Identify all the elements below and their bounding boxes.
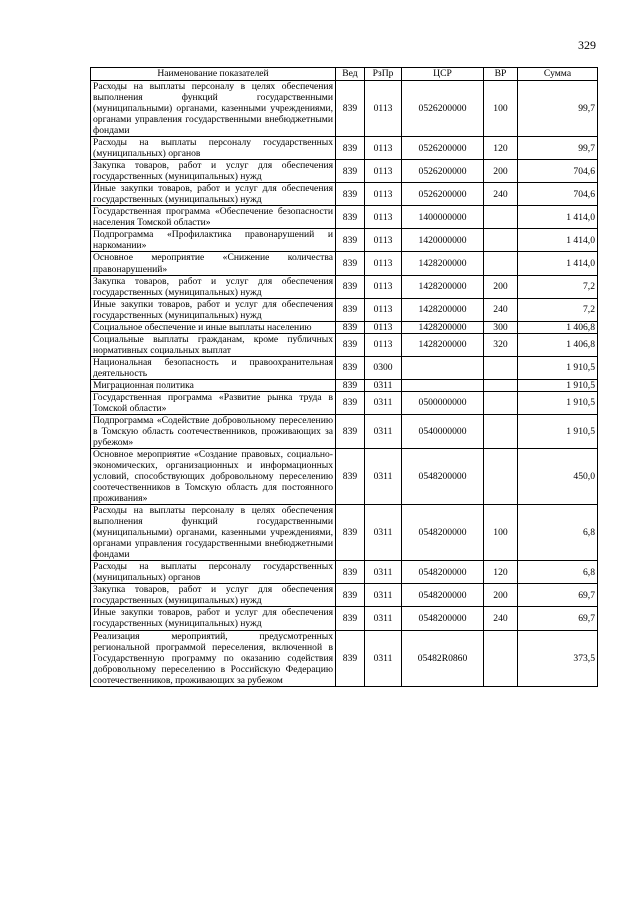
cell-csr: 0548200000: [402, 505, 484, 561]
cell-sum: 99,7: [518, 81, 598, 137]
cell-rzpr: 0113: [365, 321, 402, 333]
cell-rzpr: 0113: [365, 206, 402, 229]
cell-csr: 0540000000: [402, 414, 484, 448]
cell-ved: 839: [336, 298, 365, 321]
cell-ved: 839: [336, 206, 365, 229]
cell-sum: 1 406,8: [518, 333, 598, 356]
cell-ved: 839: [336, 607, 365, 630]
cell-vr: 240: [484, 183, 518, 206]
cell-rzpr: 0311: [365, 505, 402, 561]
cell-csr: 1428200000: [402, 275, 484, 298]
cell-sum: 7,2: [518, 298, 598, 321]
cell-csr: 0548200000: [402, 607, 484, 630]
cell-sum: 1 910,5: [518, 356, 598, 379]
table-row: [91, 183, 598, 206]
cell-rzpr: 0113: [365, 81, 402, 137]
cell-ved: 839: [336, 137, 365, 160]
cell-vr: [484, 630, 518, 686]
table-row: [91, 81, 598, 137]
cell-name: Иные закупки товаров, работ и услуг для обеспечения государственных (муниципальных) нужд: [91, 183, 336, 206]
cell-rzpr: 0113: [365, 252, 402, 275]
cell-rzpr: 0113: [365, 229, 402, 252]
cell-vr: 120: [484, 561, 518, 584]
cell-vr: 100: [484, 81, 518, 137]
cell-sum: 1 414,0: [518, 252, 598, 275]
cell-ved: 839: [336, 449, 365, 505]
cell-csr: 0526200000: [402, 81, 484, 137]
cell-sum: 373,5: [518, 630, 598, 686]
cell-name: Закупка товаров, работ и услуг для обеспечения государственных (муниципальных) нужд: [91, 584, 336, 607]
table-row: [91, 379, 598, 391]
cell-sum: 69,7: [518, 584, 598, 607]
cell-name: Иные закупки товаров, работ и услуг для обеспечения государственных (муниципальных) нужд: [91, 607, 336, 630]
cell-csr: 05482R0860: [402, 630, 484, 686]
cell-vr: [484, 379, 518, 391]
cell-name: Миграционная политика: [91, 379, 336, 391]
table-row: [91, 206, 598, 229]
cell-csr: 0526200000: [402, 160, 484, 183]
cell-sum: 7,2: [518, 275, 598, 298]
cell-sum: 1 910,5: [518, 391, 598, 414]
page-number: 329: [578, 38, 596, 52]
table-row: [91, 584, 598, 607]
cell-name: Государственная программа «Обеспечение безопасности населения Томской области»: [91, 206, 336, 229]
header-rzpr: РзПр: [365, 68, 402, 81]
cell-vr: [484, 356, 518, 379]
table-row: [91, 449, 598, 505]
cell-ved: 839: [336, 321, 365, 333]
cell-rzpr: 0311: [365, 561, 402, 584]
cell-rzpr: 0311: [365, 607, 402, 630]
cell-ved: 839: [336, 379, 365, 391]
cell-csr: 0500000000: [402, 391, 484, 414]
cell-ved: 839: [336, 252, 365, 275]
cell-sum: 704,6: [518, 183, 598, 206]
table-row: [91, 252, 598, 275]
cell-csr: 1400000000: [402, 206, 484, 229]
cell-rzpr: 0113: [365, 137, 402, 160]
cell-name: Социальное обеспечение и иные выплаты населению: [91, 321, 336, 333]
table-row: [91, 391, 598, 414]
cell-name: Социальные выплаты гражданам, кроме публичных нормативных социальных выплат: [91, 333, 336, 356]
cell-sum: 99,7: [518, 137, 598, 160]
cell-rzpr: 0311: [365, 414, 402, 448]
cell-csr: 1428200000: [402, 298, 484, 321]
cell-ved: 839: [336, 584, 365, 607]
cell-sum: 704,6: [518, 160, 598, 183]
cell-ved: 839: [336, 561, 365, 584]
cell-ved: 839: [336, 229, 365, 252]
cell-ved: 839: [336, 505, 365, 561]
cell-ved: 839: [336, 630, 365, 686]
cell-name: Закупка товаров, работ и услуг для обеспечения государственных (муниципальных) нужд: [91, 275, 336, 298]
cell-name: Закупка товаров, работ и услуг для обеспечения государственных (муниципальных) нужд: [91, 160, 336, 183]
cell-vr: 200: [484, 584, 518, 607]
cell-name: Национальная безопасность и правоохранительная деятельность: [91, 356, 336, 379]
cell-rzpr: 0113: [365, 183, 402, 206]
cell-csr: 1428200000: [402, 333, 484, 356]
cell-csr: [402, 379, 484, 391]
budget-table: [90, 67, 598, 687]
cell-vr: 200: [484, 275, 518, 298]
cell-name: Основное мероприятие «Создание правовых, социально-экономических, организационных и информационных условий, способствующих добровольному переселению соотечественников в Томскую область для постоянного проживания»: [91, 449, 336, 505]
cell-name: Подпрограмма «Профилактика правонарушений и наркомании»: [91, 229, 336, 252]
cell-csr: 1420000000: [402, 229, 484, 252]
cell-ved: 839: [336, 414, 365, 448]
cell-sum: 6,8: [518, 505, 598, 561]
cell-vr: 300: [484, 321, 518, 333]
table-row: [91, 607, 598, 630]
cell-rzpr: 0113: [365, 275, 402, 298]
cell-vr: [484, 414, 518, 448]
cell-rzpr: 0311: [365, 379, 402, 391]
cell-csr: 1428200000: [402, 321, 484, 333]
cell-vr: 240: [484, 607, 518, 630]
cell-vr: 200: [484, 160, 518, 183]
cell-vr: [484, 449, 518, 505]
table-row: [91, 356, 598, 379]
table-row: [91, 321, 598, 333]
table-row: [91, 298, 598, 321]
cell-ved: 839: [336, 183, 365, 206]
cell-sum: 69,7: [518, 607, 598, 630]
cell-name: Основное мероприятие «Снижение количества правонарушений»: [91, 252, 336, 275]
header-ved: Вед: [336, 68, 365, 81]
cell-rzpr: 0311: [365, 630, 402, 686]
cell-vr: 100: [484, 505, 518, 561]
table-row: [91, 630, 598, 686]
cell-ved: 839: [336, 333, 365, 356]
table-row: [91, 561, 598, 584]
cell-ved: 839: [336, 81, 365, 137]
cell-sum: 1 406,8: [518, 321, 598, 333]
cell-name: Государственная программа «Развитие рынка труда в Томской области»: [91, 391, 336, 414]
table-row: [91, 160, 598, 183]
cell-sum: 6,8: [518, 561, 598, 584]
cell-name: Расходы на выплаты персоналу в целях обеспечения выполнения функций государственными (муниципальными) органами, казенными учреждениями, органами управления государственными внебюджетными фондами: [91, 81, 336, 137]
cell-rzpr: 0113: [365, 298, 402, 321]
table-row: [91, 333, 598, 356]
cell-sum: 1 414,0: [518, 229, 598, 252]
cell-vr: [484, 206, 518, 229]
cell-vr: [484, 252, 518, 275]
cell-csr: [402, 356, 484, 379]
cell-ved: 839: [336, 391, 365, 414]
table-row: [91, 414, 598, 448]
cell-sum: 1 910,5: [518, 414, 598, 448]
cell-csr: 0548200000: [402, 449, 484, 505]
cell-rzpr: 0311: [365, 584, 402, 607]
cell-vr: 120: [484, 137, 518, 160]
header-name: Наименование показателей: [91, 68, 336, 81]
cell-ved: 839: [336, 356, 365, 379]
cell-name: Реализация мероприятий, предусмотренных региональной программой переселения, включенной в Государственную программу по оказанию содействия добровольному переселению в Российскую Федерацию соотечественников, проживающих за рубежом: [91, 630, 336, 686]
cell-csr: 0548200000: [402, 561, 484, 584]
cell-name: Расходы на выплаты персоналу в целях обеспечения выполнения функций государственными (муниципальными) органами, казенными учреждениями, органами управления государственными внебюджетными фондами: [91, 505, 336, 561]
cell-ved: 839: [336, 160, 365, 183]
table-row: [91, 137, 598, 160]
table-row: [91, 229, 598, 252]
cell-vr: [484, 229, 518, 252]
cell-csr: 0526200000: [402, 183, 484, 206]
cell-rzpr: 0300: [365, 356, 402, 379]
table-row: [91, 505, 598, 561]
cell-rzpr: 0311: [365, 449, 402, 505]
cell-vr: 320: [484, 333, 518, 356]
cell-ved: 839: [336, 275, 365, 298]
cell-csr: 0548200000: [402, 584, 484, 607]
header-vr: ВР: [484, 68, 518, 81]
cell-name: Расходы на выплаты персоналу государственных (муниципальных) органов: [91, 137, 336, 160]
header-csr: ЦСР: [402, 68, 484, 81]
cell-vr: [484, 391, 518, 414]
cell-rzpr: 0113: [365, 333, 402, 356]
table-row: [91, 275, 598, 298]
table-header-row: [91, 68, 598, 81]
cell-csr: 1428200000: [402, 252, 484, 275]
cell-name: Расходы на выплаты персоналу государственных (муниципальных) органов: [91, 561, 336, 584]
cell-csr: 0526200000: [402, 137, 484, 160]
cell-rzpr: 0113: [365, 160, 402, 183]
cell-name: Подпрограмма «Содействие добровольному переселению в Томскую область соотечественников, проживающих за рубежом»: [91, 414, 336, 448]
header-sum: Сумма: [518, 68, 598, 81]
cell-vr: 240: [484, 298, 518, 321]
cell-rzpr: 0311: [365, 391, 402, 414]
cell-sum: 450,0: [518, 449, 598, 505]
cell-sum: 1 910,5: [518, 379, 598, 391]
cell-sum: 1 414,0: [518, 206, 598, 229]
cell-name: Иные закупки товаров, работ и услуг для обеспечения государственных (муниципальных) нужд: [91, 298, 336, 321]
